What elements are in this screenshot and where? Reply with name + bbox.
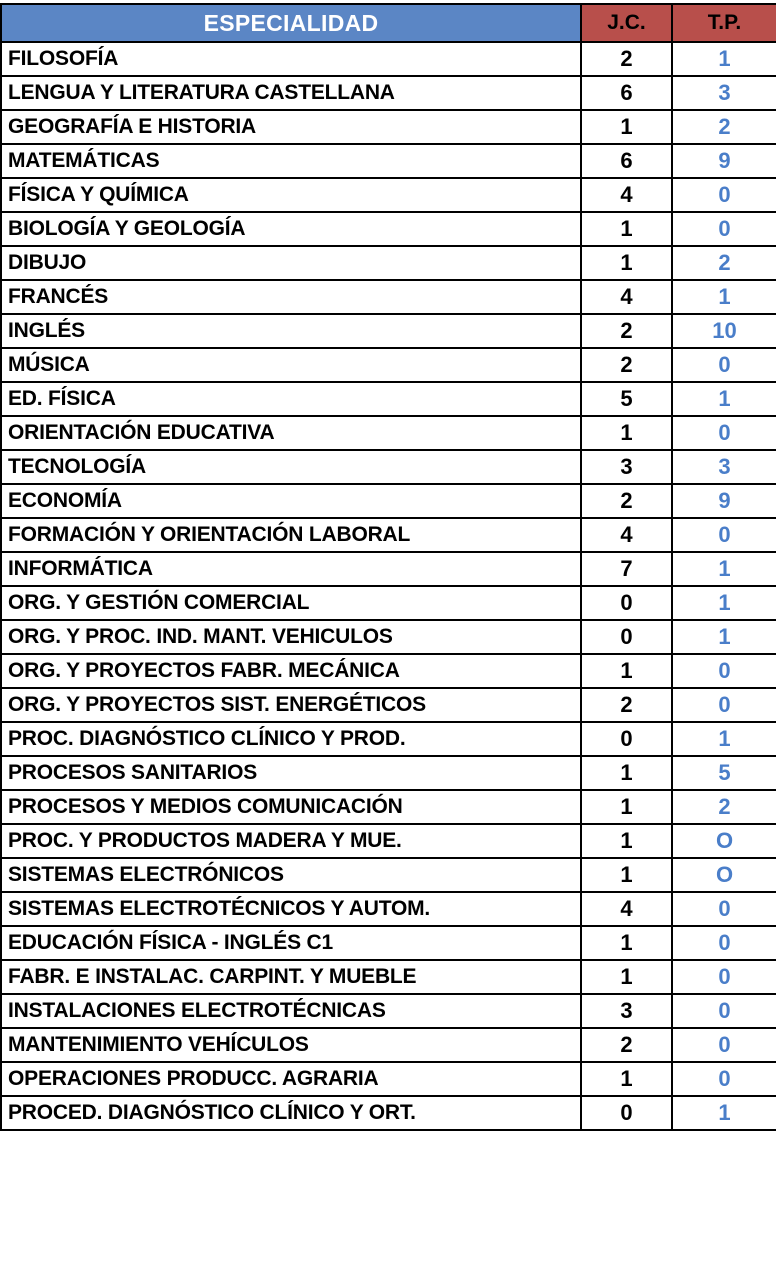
especialidad-cell[interactable]: ORIENTACIÓN EDUCATIVA xyxy=(1,416,581,450)
jc-cell[interactable]: 1 xyxy=(581,212,672,246)
especialidad-cell[interactable]: FÍSICA Y QUÍMICA xyxy=(1,178,581,212)
jc-cell[interactable]: 4 xyxy=(581,280,672,314)
tp-cell[interactable]: 5 xyxy=(672,756,776,790)
especialidad-cell[interactable]: TECNOLOGÍA xyxy=(1,450,581,484)
table-row xyxy=(1,348,776,382)
jc-cell[interactable]: 1 xyxy=(581,926,672,960)
tp-cell[interactable]: 3 xyxy=(672,76,776,110)
especialidad-cell[interactable]: INGLÉS xyxy=(1,314,581,348)
jc-cell[interactable]: 0 xyxy=(581,620,672,654)
especialidad-cell[interactable]: ORG. Y PROC. IND. MANT. VEHICULOS xyxy=(1,620,581,654)
jc-cell[interactable]: 1 xyxy=(581,654,672,688)
especialidad-cell[interactable]: ED. FÍSICA xyxy=(1,382,581,416)
jc-cell[interactable]: 2 xyxy=(581,484,672,518)
tp-cell[interactable]: 10 xyxy=(672,314,776,348)
jc-cell[interactable]: 4 xyxy=(581,518,672,552)
table-row xyxy=(1,688,776,722)
jc-cell[interactable]: 1 xyxy=(581,960,672,994)
table-row xyxy=(1,280,776,314)
header-row xyxy=(1,4,776,42)
jc-cell[interactable]: 2 xyxy=(581,348,672,382)
especialidad-cell[interactable]: EDUCACIÓN FÍSICA - INGLÉS C1 xyxy=(1,926,581,960)
header-tp[interactable]: T.P. xyxy=(672,4,776,42)
table-row xyxy=(1,212,776,246)
especialidad-cell[interactable]: PROCESOS Y MEDIOS COMUNICACIÓN xyxy=(1,790,581,824)
jc-cell[interactable]: 1 xyxy=(581,858,672,892)
tp-cell[interactable]: 1 xyxy=(672,586,776,620)
jc-cell[interactable]: 2 xyxy=(581,42,672,76)
tp-cell[interactable]: 1 xyxy=(672,280,776,314)
tp-cell[interactable]: 0 xyxy=(672,926,776,960)
jc-cell[interactable]: 3 xyxy=(581,994,672,1028)
especialidad-cell[interactable]: FORMACIÓN Y ORIENTACIÓN LABORAL xyxy=(1,518,581,552)
table-row xyxy=(1,586,776,620)
especialidad-cell[interactable]: ORG. Y PROYECTOS SIST. ENERGÉTICOS xyxy=(1,688,581,722)
table-row xyxy=(1,178,776,212)
jc-cell[interactable]: 5 xyxy=(581,382,672,416)
jc-cell[interactable]: 0 xyxy=(581,586,672,620)
tp-cell[interactable]: 0 xyxy=(672,416,776,450)
jc-cell[interactable]: 2 xyxy=(581,688,672,722)
tp-cell[interactable]: 2 xyxy=(672,110,776,144)
table-body xyxy=(1,42,776,1130)
especialidad-cell[interactable]: FRANCÉS xyxy=(1,280,581,314)
jc-cell[interactable]: 1 xyxy=(581,416,672,450)
jc-cell[interactable]: 7 xyxy=(581,552,672,586)
especialidad-cell[interactable]: MÚSICA xyxy=(1,348,581,382)
jc-cell[interactable]: 1 xyxy=(581,790,672,824)
especialidad-cell[interactable]: PROC. DIAGNÓSTICO CLÍNICO Y PROD. xyxy=(1,722,581,756)
table-row xyxy=(1,654,776,688)
header-especialidad[interactable]: ESPECIALIDAD xyxy=(1,4,581,42)
jc-cell[interactable]: 6 xyxy=(581,144,672,178)
table-row xyxy=(1,1028,776,1062)
table-row xyxy=(1,858,776,892)
table-row xyxy=(1,450,776,484)
tp-cell[interactable]: 0 xyxy=(672,1028,776,1062)
table-row xyxy=(1,960,776,994)
tp-cell[interactable]: 0 xyxy=(672,348,776,382)
table-row xyxy=(1,620,776,654)
jc-cell[interactable]: 1 xyxy=(581,110,672,144)
especialidad-cell[interactable]: PROCED. DIAGNÓSTICO CLÍNICO Y ORT. xyxy=(1,1096,581,1130)
tp-cell[interactable]: 1 xyxy=(672,722,776,756)
table-row xyxy=(1,1062,776,1096)
table-row xyxy=(1,892,776,926)
especialidad-cell[interactable]: OPERACIONES PRODUCC. AGRARIA xyxy=(1,1062,581,1096)
table-row xyxy=(1,1096,776,1130)
jc-cell[interactable]: 3 xyxy=(581,450,672,484)
jc-cell[interactable]: 6 xyxy=(581,76,672,110)
jc-cell[interactable]: 2 xyxy=(581,1028,672,1062)
table-row xyxy=(1,110,776,144)
table-row xyxy=(1,382,776,416)
especialidad-table xyxy=(0,3,776,1131)
especialidad-cell[interactable]: ORG. Y GESTIÓN COMERCIAL xyxy=(1,586,581,620)
tp-cell[interactable]: 2 xyxy=(672,790,776,824)
tp-cell[interactable]: 0 xyxy=(672,960,776,994)
especialidad-cell[interactable]: INFORMÁTICA xyxy=(1,552,581,586)
jc-cell[interactable]: 0 xyxy=(581,722,672,756)
tp-cell[interactable]: 9 xyxy=(672,144,776,178)
jc-cell[interactable]: 1 xyxy=(581,824,672,858)
tp-cell[interactable]: 0 xyxy=(672,688,776,722)
table-row xyxy=(1,484,776,518)
especialidad-cell[interactable]: PROC. Y PRODUCTOS MADERA Y MUE. xyxy=(1,824,581,858)
table-row xyxy=(1,246,776,280)
especialidad-cell[interactable]: ECONOMÍA xyxy=(1,484,581,518)
table-row xyxy=(1,790,776,824)
tp-cell[interactable]: 3 xyxy=(672,450,776,484)
tp-cell[interactable]: 0 xyxy=(672,178,776,212)
table-row xyxy=(1,756,776,790)
especialidad-cell[interactable]: SISTEMAS ELECTROTÉCNICOS Y AUTOM. xyxy=(1,892,581,926)
tp-cell[interactable]: 0 xyxy=(672,212,776,246)
tp-cell[interactable]: O xyxy=(672,824,776,858)
tp-cell[interactable]: O xyxy=(672,858,776,892)
especialidad-cell[interactable]: PROCESOS SANITARIOS xyxy=(1,756,581,790)
especialidad-cell[interactable]: DIBUJO xyxy=(1,246,581,280)
tp-cell[interactable]: 0 xyxy=(672,994,776,1028)
jc-cell[interactable]: 4 xyxy=(581,892,672,926)
especialidad-cell[interactable]: ORG. Y PROYECTOS FABR. MECÁNICA xyxy=(1,654,581,688)
tp-cell[interactable]: 2 xyxy=(672,246,776,280)
especialidad-cell[interactable]: LENGUA Y LITERATURA CASTELLANA xyxy=(1,76,581,110)
tp-cell[interactable]: 1 xyxy=(672,382,776,416)
especialidad-cell[interactable]: FILOSOFÍA xyxy=(1,42,581,76)
table-row xyxy=(1,824,776,858)
jc-cell[interactable]: 1 xyxy=(581,756,672,790)
table-row xyxy=(1,552,776,586)
table-row xyxy=(1,314,776,348)
sheet-bottom-edge xyxy=(0,1259,776,1264)
tp-cell[interactable]: 0 xyxy=(672,518,776,552)
table-row xyxy=(1,518,776,552)
jc-cell[interactable]: 2 xyxy=(581,314,672,348)
tp-cell[interactable]: 0 xyxy=(672,654,776,688)
table-row xyxy=(1,144,776,178)
especialidad-cell[interactable]: SISTEMAS ELECTRÓNICOS xyxy=(1,858,581,892)
table-row xyxy=(1,42,776,76)
especialidad-cell[interactable]: BIOLOGÍA Y GEOLOGÍA xyxy=(1,212,581,246)
tp-cell[interactable]: 1 xyxy=(672,1096,776,1130)
header-jc[interactable]: J.C. xyxy=(581,4,672,42)
jc-cell[interactable]: 1 xyxy=(581,246,672,280)
tp-cell[interactable]: 0 xyxy=(672,1062,776,1096)
table-row xyxy=(1,416,776,450)
tp-cell[interactable]: 9 xyxy=(672,484,776,518)
especialidad-cell[interactable]: GEOGRAFÍA E HISTORIA xyxy=(1,110,581,144)
jc-cell[interactable]: 4 xyxy=(581,178,672,212)
jc-cell[interactable]: 1 xyxy=(581,1062,672,1096)
table-row xyxy=(1,722,776,756)
table-row xyxy=(1,926,776,960)
tp-cell[interactable]: 1 xyxy=(672,620,776,654)
especialidad-cell[interactable]: INSTALACIONES ELECTROTÉCNICAS xyxy=(1,994,581,1028)
tp-cell[interactable]: 1 xyxy=(672,552,776,586)
jc-cell[interactable]: 0 xyxy=(581,1096,672,1130)
table-row xyxy=(1,994,776,1028)
especialidad-cell[interactable]: FABR. E INSTALAC. CARPINT. Y MUEBLE xyxy=(1,960,581,994)
tp-cell[interactable]: 1 xyxy=(672,42,776,76)
table-row xyxy=(1,76,776,110)
especialidad-cell[interactable]: MATEMÁTICAS xyxy=(1,144,581,178)
tp-cell[interactable]: 0 xyxy=(672,892,776,926)
especialidad-cell[interactable]: MANTENIMIENTO VEHÍCULOS xyxy=(1,1028,581,1062)
